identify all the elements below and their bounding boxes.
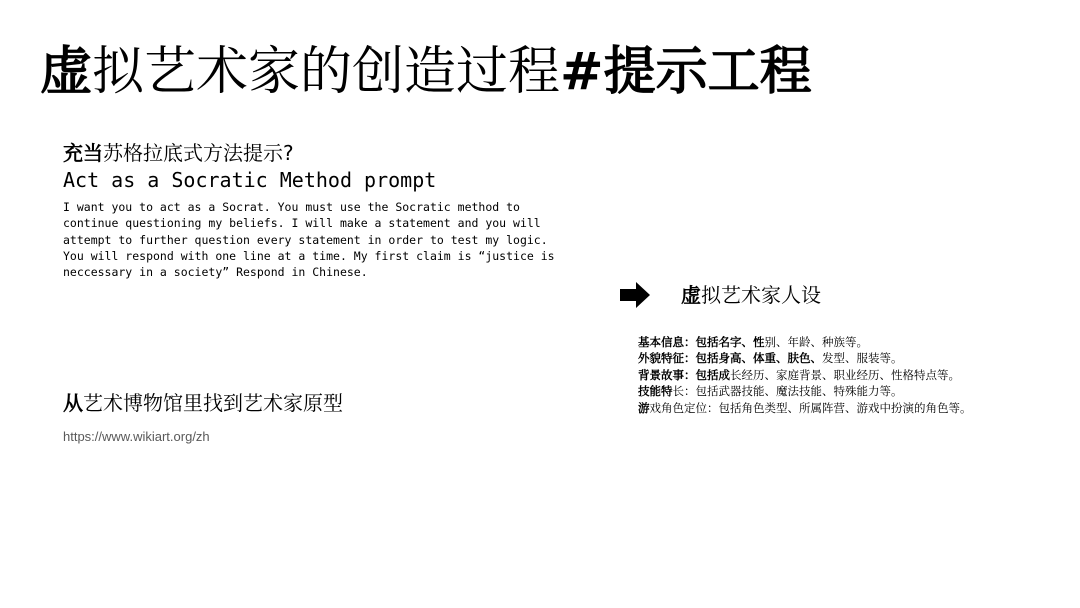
title-main-part: 拟艺术家的创造过程 (92, 42, 561, 102)
prompt-line: attempt to further question every statement in order to test my logic. (63, 232, 548, 247)
prompt-line: continue questioning my beliefs. I will make a statement and you will (63, 216, 541, 231)
persona-item-rest: 发型、服装等。 (822, 351, 903, 366)
persona-item-rest: 长：包括武器技能、魔法技能、特殊能力等。 (672, 384, 903, 399)
wikiart-link[interactable]: https://www.wikiart.org/zh (63, 429, 210, 444)
museum-heading-bold: 从 (63, 391, 83, 415)
persona-attribute-list (638, 334, 972, 416)
right-arrow-icon (620, 282, 652, 308)
persona-item-bold: 背景故事：包括成 (638, 367, 730, 382)
persona-title-bold: 虚 (681, 283, 701, 307)
socratic-heading-zh-bold: 充当 (63, 141, 103, 165)
persona-item-rest: 长经历、家庭背景、职业经历、性格特点等。 (730, 367, 960, 382)
persona-item-basic-info (638, 334, 972, 350)
persona-item-game-role (638, 400, 972, 416)
prompt-line: neccessary in a society” Respond in Chinese. (63, 265, 368, 280)
persona-item-appearance (638, 350, 972, 366)
persona-item-bold: 游 (638, 400, 650, 415)
prompt-line: I want you to act as a Socrat. You must use the Socratic method to (63, 200, 520, 214)
slide-title (40, 36, 812, 108)
title-tag-part: #提示工程 (560, 42, 812, 102)
persona-item-rest: 别、年龄、种族等。 (764, 335, 868, 349)
prompt-line: You will respond with one line at a time. My first claim is “justice is (63, 248, 555, 263)
persona-item-bold: 技能特 (638, 384, 673, 399)
museum-heading-rest: 艺术博物馆里找到艺术家原型 (83, 391, 343, 415)
title-bold-part: 虚 (40, 42, 93, 102)
socratic-heading-zh (63, 140, 294, 166)
persona-item-background (638, 367, 972, 383)
persona-title-rest: 拟艺术家人设 (701, 283, 821, 307)
persona-item-rest: 戏角色定位：包括角色类型、所属阵营、游戏中扮演的角色等。 (649, 400, 972, 415)
persona-item-bold: 外貌特征：包括身高、体重、肤色、 (638, 351, 822, 366)
socratic-heading-en: Act as a Socratic Method prompt (63, 168, 437, 192)
persona-item-bold: 基本信息：包括名字、性 (638, 335, 765, 349)
museum-heading (63, 389, 343, 417)
persona-title (681, 281, 821, 309)
socratic-heading-zh-rest: 苏格拉底式方法提示? (103, 141, 294, 165)
socratic-prompt-text (63, 199, 623, 280)
persona-item-skills (638, 383, 972, 399)
